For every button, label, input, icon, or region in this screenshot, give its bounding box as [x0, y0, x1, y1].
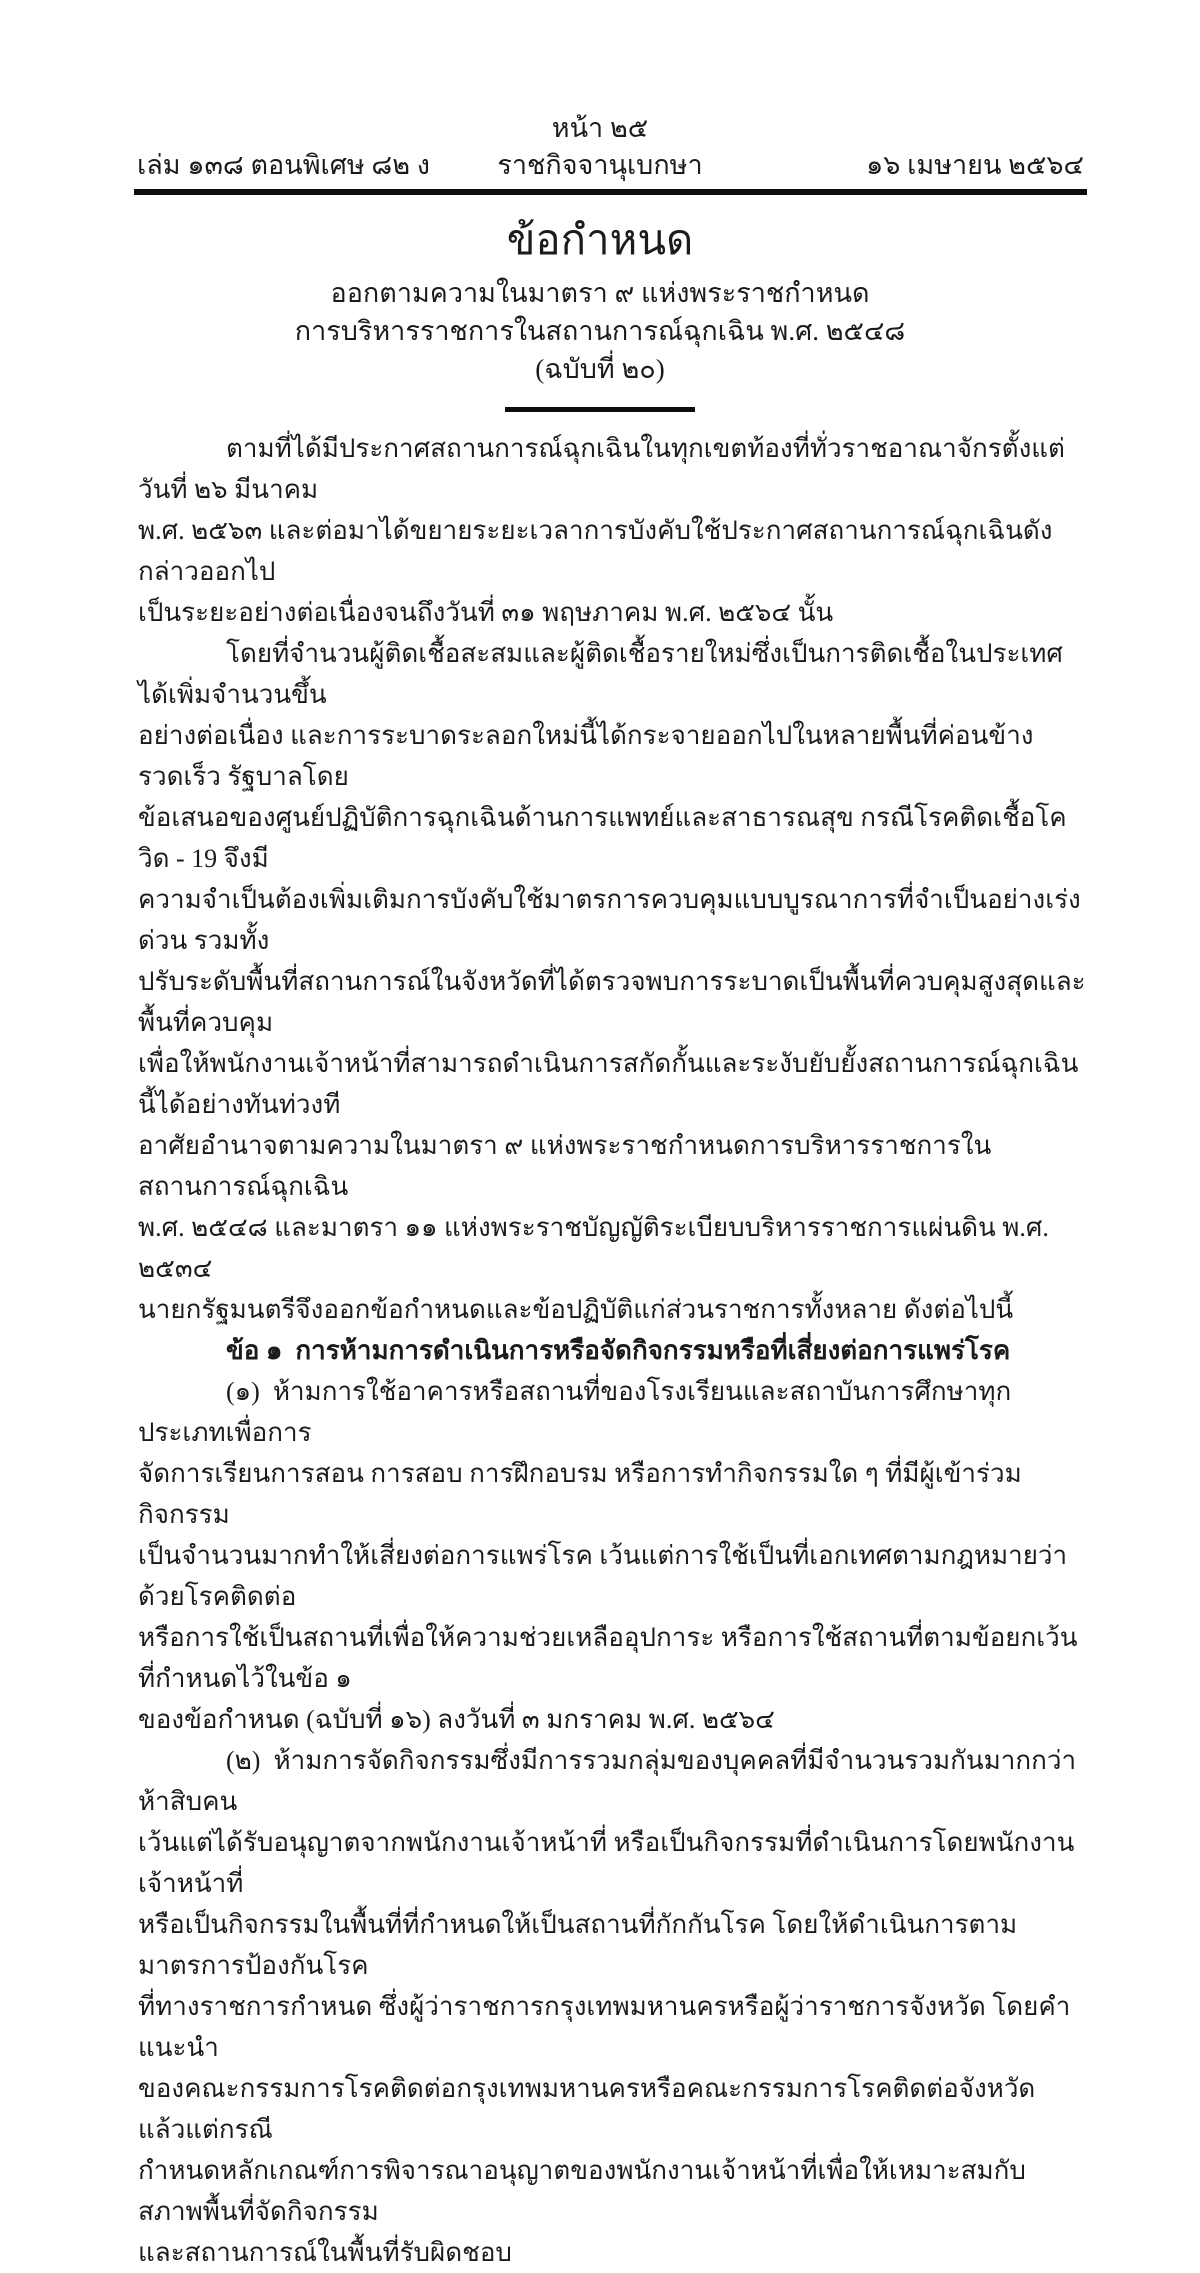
- issue-date: ๑๖ เมษายน ๒๕๖๔: [866, 150, 1084, 180]
- body-line: หรือเป็นกิจกรรมในพื้นที่ที่กำหนดให้เป็นสถานที่กักกันโรค โดยให้ดำเนินการตามมาตรการป้องกันโรค: [138, 1910, 1018, 1980]
- body-line: อย่างต่อเนื่อง และการระบาดระลอกใหม่นี้ได้กระจายออกไปในหลายพื้นที่ค่อนข้างรวดเร็ว รัฐบาลโดย: [138, 721, 1034, 791]
- gazette-title: ราชกิจจานุเบกษา: [497, 150, 703, 180]
- body-line: ของข้อกำหนด (ฉบับที่ ๑๖) ลงวันที่ ๓ มกราคม พ.ศ. ๒๕๖๔: [138, 1705, 775, 1734]
- body-line: อาศัยอำนาจตามความในมาตรา ๙ แห่งพระราชกำหนดการบริหารราชการในสถานการณ์ฉุกเฉิน: [138, 1131, 992, 1201]
- body-line: หรือการใช้เป็นสถานที่เพื่อให้ความช่วยเหลืออุปการะ หรือการใช้สถานที่ตามข้อยกเว้นที่กำหนดไว้ในข้อ ๑: [138, 1623, 1078, 1693]
- body-line: เว้นแต่ได้รับอนุญาตจากพนักงานเจ้าหน้าที่ หรือเป็นกิจกรรมที่ดำเนินการโดยพนักงานเจ้าหน้าที่: [138, 1828, 1075, 1898]
- body-line: เป็นระยะอย่างต่อเนื่องจนถึงวันที่ ๓๑ พฤษภาคม พ.ศ. ๒๕๖๔ นั้น: [138, 598, 834, 627]
- section-heading: ข้อ ๑ การห้ามการดำเนินการหรือจัดกิจกรรมหรือที่เสี่ยงต่อการแพร่โรค: [226, 1336, 1011, 1365]
- body-line: พ.ศ. ๒๕๖๓ และต่อมาได้ขยายระยะเวลาการบังคับใช้ประกาศสถานการณ์ฉุกเฉินดังกล่าวออกไป: [138, 516, 1053, 586]
- body-line: กำหนดหลักเกณฑ์การพิจารณาอนุญาตของพนักงานเจ้าหน้าที่เพื่อให้เหมาะสมกับสภาพพื้นที่จัดกิจกรรม: [138, 2156, 1026, 2226]
- masthead: [0, 146, 1200, 186]
- body-line: ความจำเป็นต้องเพิ่มเติมการบังคับใช้มาตรการควบคุมแบบบูรณาการที่จำเป็นอย่างเร่งด่วน รวมทั้ง: [138, 885, 1081, 955]
- body-line: ข้อเสนอของศูนย์ปฏิบัติการฉุกเฉินด้านการแพทย์และสาธารณสุข กรณีโรคติดเชื้อโควิด - 19 จึงมี: [138, 803, 1067, 873]
- body-line: (๒) ห้ามการจัดกิจกรรมซึ่งมีการรวมกลุ่มของบุคคลที่มีจำนวนรวมกันมากกว่าห้าสิบคน: [138, 1746, 1077, 1816]
- body-line: (๑) ห้ามการใช้อาคารหรือสถานที่ของโรงเรียนและสถาบันการศึกษาทุกประเภทเพื่อการ: [138, 1377, 1012, 1447]
- body-line: เป็นจำนวนมากทำให้เสี่ยงต่อการแพร่โรค เว้นแต่การใช้เป็นที่เอกเทศตามกฎหมายว่าด้วยโรคติดต่อ: [138, 1541, 1068, 1611]
- body-line: โดยที่จำนวนผู้ติดเชื้อสะสมและผู้ติดเชื้อรายใหม่ซึ่งเป็นการติดเชื้อในประเทศได้เพิ่มจำนวนขึ้น: [138, 639, 1063, 709]
- body-line: ที่ทางราชการกำหนด ซึ่งผู้ว่าราชการกรุงเทพมหานครหรือผู้ว่าราชการจังหวัด โดยคำแนะนำ: [138, 1992, 1071, 2062]
- body-line: นายกรัฐมนตรีจึงออกข้อกำหนดและข้อปฏิบัติแก่ส่วนราชการทั้งหลาย ดังต่อไปนี้: [138, 1295, 1014, 1324]
- document-body: [138, 428, 1088, 2273]
- header-rule: [134, 189, 1087, 195]
- body-line: ตามที่ได้มีประกาศสถานการณ์ฉุกเฉินในทุกเขตท้องที่ทั่วราชอาณาจักรตั้งแต่วันที่ ๒๖ มีนาคม: [138, 434, 1065, 504]
- subtitle-line-3: (ฉบับที่ ๒๐): [535, 354, 665, 384]
- body-line: ปรับระดับพื้นที่สถานการณ์ในจังหวัดที่ได้ตรวจพบการระบาดเป็นพื้นที่ควบคุมสูงสุดและพื้นที่ควบคุม: [138, 967, 1086, 1037]
- volume-label: เล่ม ๑๓๘ ตอนพิเศษ ๘๒ ง: [137, 150, 430, 180]
- body-line: เพื่อให้พนักงานเจ้าหน้าที่สามารถดำเนินการสกัดกั้นและระงับยับยั้งสถานการณ์ฉุกเฉินนี้ได้อย่างทันท่วงที: [138, 1049, 1079, 1119]
- subtitle-line-2: การบริหารราชการในสถานการณ์ฉุกเฉิน พ.ศ. ๒๕๔๘: [294, 316, 906, 346]
- page-number: หน้า ๒๕: [551, 113, 649, 143]
- subtitle-line-1: ออกตามความในมาตรา ๙ แห่งพระราชกำหนด: [330, 278, 870, 308]
- document-subtitle: [0, 274, 1200, 388]
- body-line: จัดการเรียนการสอน การสอบ การฝึกอบรม หรือการทำกิจกรรมใด ๆ ที่มีผู้เข้าร่วมกิจกรรม: [138, 1459, 1022, 1529]
- body-line: ของคณะกรรมการโรคติดต่อกรุงเทพมหานครหรือคณะกรรมการโรคติดต่อจังหวัด แล้วแต่กรณี: [138, 2074, 1042, 2144]
- body-line: พ.ศ. ๒๕๔๘ และมาตรา ๑๑ แห่งพระราชบัญญัติระเบียบบริหารราชการแผ่นดิน พ.ศ. ๒๕๓๔: [138, 1213, 1056, 1283]
- document-title: ข้อกำหนด: [506, 218, 694, 264]
- body-line: และสถานการณ์ในพื้นที่รับผิดชอบ: [138, 2238, 512, 2267]
- title-divider-rule: [505, 407, 695, 412]
